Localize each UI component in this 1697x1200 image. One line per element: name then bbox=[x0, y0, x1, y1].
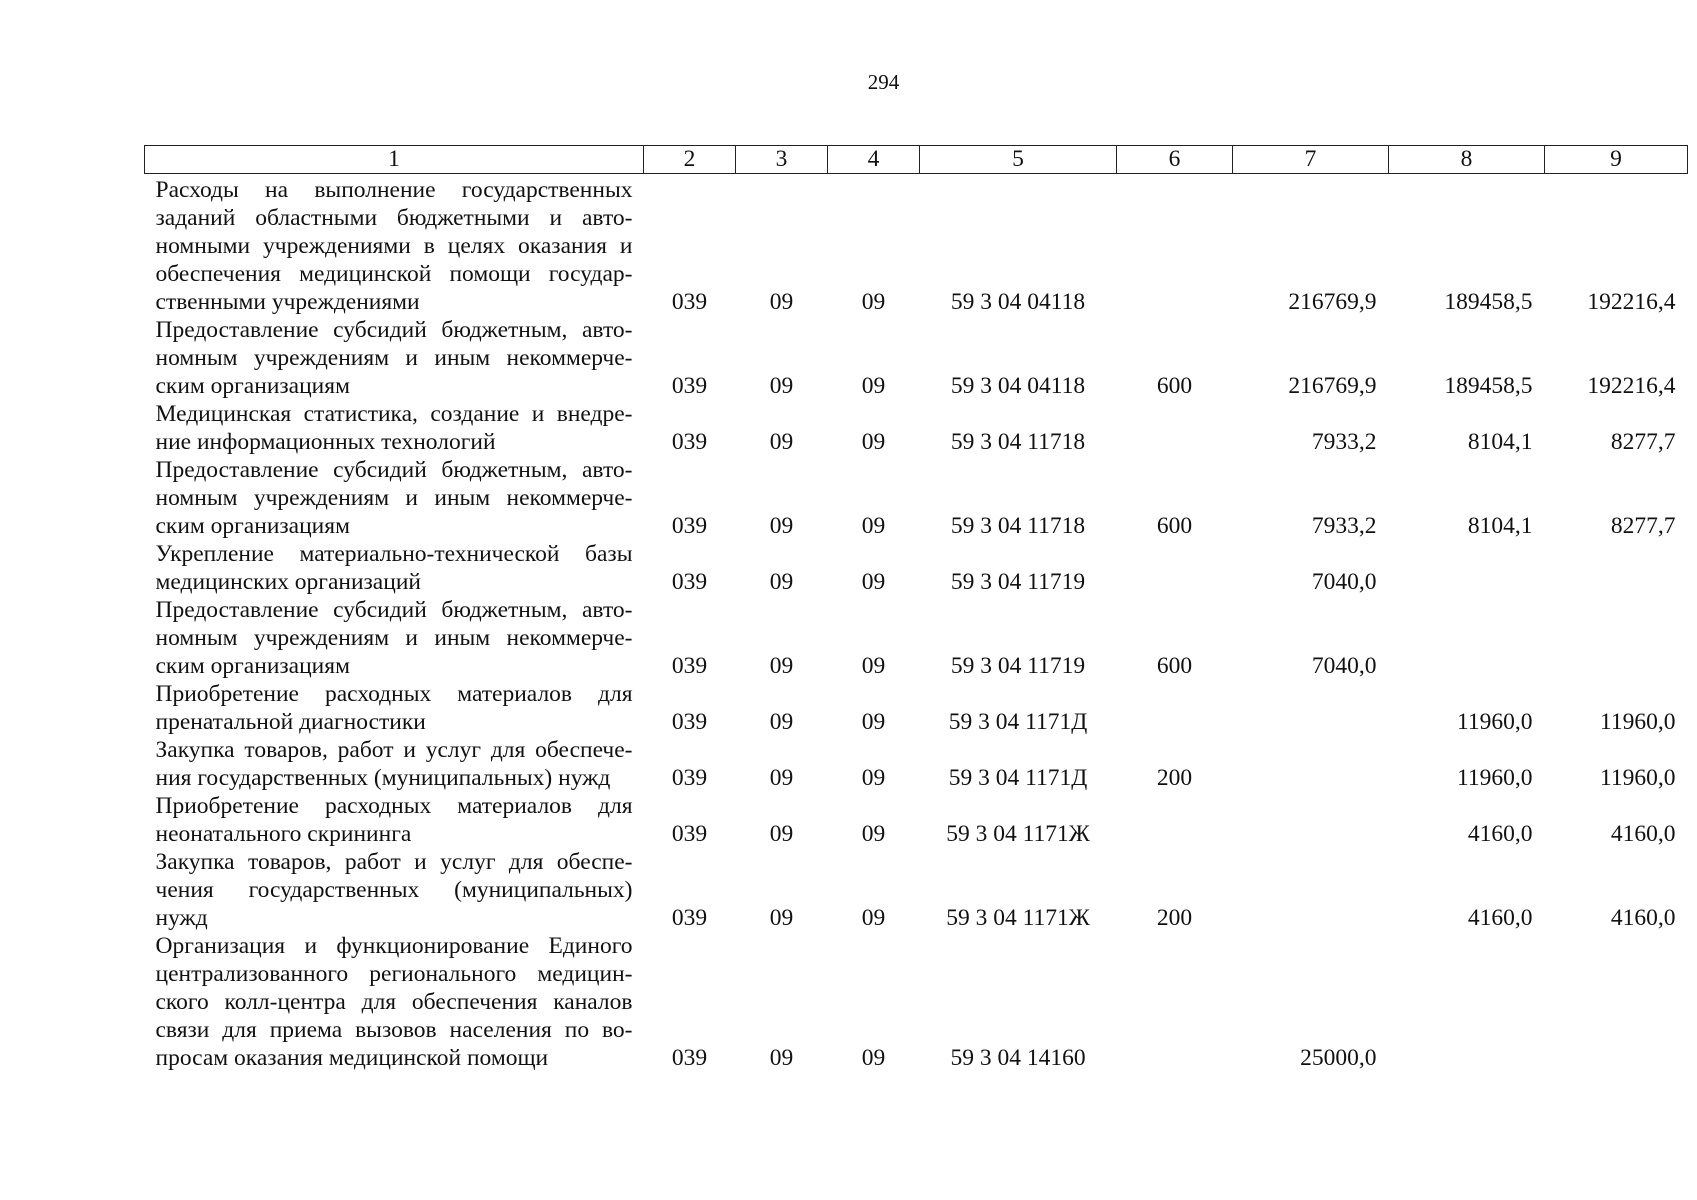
cell-col6: 200 bbox=[1156, 765, 1193, 791]
cell-col4: 09 bbox=[861, 821, 886, 847]
cell-col2: 039 bbox=[671, 429, 708, 455]
cell-col8: 4160,0 bbox=[1467, 905, 1533, 931]
row-description: Предоставление субсидий бюджетным, автономным учреждениям и иным некоммерческим организациям bbox=[155, 457, 633, 539]
cell-col6 bbox=[1117, 540, 1233, 596]
cell-col7: 216769,9 bbox=[1288, 289, 1377, 315]
cell-col9: 4160,0 bbox=[1610, 821, 1676, 847]
cell-col6: 600 bbox=[1156, 653, 1193, 679]
column-header: 1 bbox=[145, 146, 644, 174]
cell-col8: 189458,5 bbox=[1444, 289, 1533, 315]
cell-col3: 09 bbox=[769, 653, 794, 679]
cell-col9: 11960,0 bbox=[1599, 765, 1676, 791]
row-description: Укрепление материально-технической базы медицинских организаций bbox=[155, 541, 633, 595]
cell-col2: 039 bbox=[671, 653, 708, 679]
column-header: 3 bbox=[736, 146, 828, 174]
table-row bbox=[145, 848, 1688, 932]
row-description: Организация и функционирование Единого централизованного регионального медицинского колл-центра для обеспечения каналов связи для приема вызовов населения по вопросам оказания медицинской помощи bbox=[155, 933, 633, 1071]
cell-col7 bbox=[1233, 736, 1389, 792]
cell-col3: 09 bbox=[769, 289, 794, 315]
cell-col7: 7040,0 bbox=[1311, 569, 1377, 595]
cell-col6: 600 bbox=[1156, 513, 1193, 539]
cell-col7: 7933,2 bbox=[1311, 513, 1377, 539]
cell-col8: 4160,0 bbox=[1467, 821, 1533, 847]
cell-col4: 09 bbox=[861, 709, 886, 735]
column-header: 8 bbox=[1389, 146, 1545, 174]
cell-col5: 59 3 04 11719 bbox=[950, 653, 1086, 679]
cell-col9: 8277,7 bbox=[1610, 513, 1676, 539]
cell-col7 bbox=[1233, 792, 1389, 848]
cell-col2: 039 bbox=[671, 1045, 708, 1071]
cell-col5: 59 3 04 11719 bbox=[950, 569, 1086, 595]
cell-col4: 09 bbox=[861, 513, 886, 539]
cell-col4: 09 bbox=[861, 765, 886, 791]
cell-col4: 09 bbox=[861, 569, 886, 595]
cell-col3: 09 bbox=[769, 513, 794, 539]
cell-col5: 59 3 04 1171Д bbox=[948, 765, 1088, 791]
cell-col3: 09 bbox=[769, 905, 794, 931]
column-header: 4 bbox=[828, 146, 920, 174]
cell-col6: 200 bbox=[1156, 905, 1193, 931]
cell-col4: 09 bbox=[861, 429, 886, 455]
cell-col5: 59 3 04 14160 bbox=[950, 1045, 1086, 1071]
cell-col6 bbox=[1117, 174, 1233, 317]
cell-col6 bbox=[1117, 792, 1233, 848]
cell-col3: 09 bbox=[769, 373, 794, 399]
cell-col9 bbox=[1545, 596, 1688, 680]
budget-table bbox=[144, 145, 1688, 1072]
cell-col2: 039 bbox=[671, 905, 708, 931]
row-description: Приобретение расходных материалов для неонатального скрининга bbox=[155, 793, 633, 847]
cell-col9: 4160,0 bbox=[1610, 905, 1676, 931]
cell-col9 bbox=[1545, 932, 1688, 1072]
table-row bbox=[145, 736, 1688, 792]
column-header: 7 bbox=[1233, 146, 1389, 174]
cell-col6 bbox=[1117, 932, 1233, 1072]
cell-col5: 59 3 04 04118 bbox=[950, 373, 1086, 399]
row-description: Приобретение расходных материалов для пренатальной диагностики bbox=[155, 681, 633, 735]
cell-col5: 59 3 04 1171Ж bbox=[946, 905, 1090, 931]
row-description: Предоставление субсидий бюджетным, автономным учреждениям и иным некоммерческим организациям bbox=[155, 317, 633, 399]
row-description: Предоставление субсидий бюджетным, автономным учреждениям и иным некоммерческим организациям bbox=[155, 597, 633, 679]
cell-col5: 59 3 04 04118 bbox=[950, 289, 1086, 315]
cell-col4: 09 bbox=[861, 1045, 886, 1071]
cell-col9: 192216,4 bbox=[1587, 373, 1676, 399]
cell-col8: 189458,5 bbox=[1444, 373, 1533, 399]
cell-col2: 039 bbox=[671, 373, 708, 399]
cell-col2: 039 bbox=[671, 821, 708, 847]
cell-col7: 216769,9 bbox=[1288, 373, 1377, 399]
cell-col3: 09 bbox=[769, 821, 794, 847]
cell-col7: 25000,0 bbox=[1300, 1045, 1377, 1071]
cell-col6 bbox=[1117, 680, 1233, 736]
cell-col5: 59 3 04 11718 bbox=[950, 429, 1086, 455]
cell-col2: 039 bbox=[671, 765, 708, 791]
row-description: Расходы на выполнение государственных заданий областными бюджетными и автономными учреждениями в целях оказания и обеспечения медицинской помощи государственными учреждениями bbox=[155, 177, 633, 315]
cell-col7 bbox=[1233, 680, 1389, 736]
cell-col8 bbox=[1389, 540, 1545, 596]
cell-col8: 8104,1 bbox=[1467, 429, 1533, 455]
cell-col8: 11960,0 bbox=[1456, 709, 1533, 735]
cell-col7: 7040,0 bbox=[1311, 653, 1377, 679]
cell-col4: 09 bbox=[861, 373, 886, 399]
row-description: Закупка товаров, работ и услуг для обеспечения государственных (муниципальных) нужд bbox=[155, 737, 633, 791]
cell-col9: 11960,0 bbox=[1599, 709, 1676, 735]
table-row bbox=[145, 400, 1688, 456]
table-row bbox=[145, 596, 1688, 680]
cell-col3: 09 bbox=[769, 429, 794, 455]
table-row bbox=[145, 540, 1688, 596]
cell-col2: 039 bbox=[671, 709, 708, 735]
column-header: 2 bbox=[644, 146, 736, 174]
cell-col8 bbox=[1389, 596, 1545, 680]
cell-col9 bbox=[1545, 540, 1688, 596]
cell-col8 bbox=[1389, 932, 1545, 1072]
cell-col8: 11960,0 bbox=[1456, 765, 1533, 791]
column-header: 6 bbox=[1117, 146, 1233, 174]
cell-col2: 039 bbox=[671, 513, 708, 539]
cell-col5: 59 3 04 11718 bbox=[950, 513, 1086, 539]
table-row bbox=[145, 316, 1688, 400]
cell-col2: 039 bbox=[671, 289, 708, 315]
cell-col5: 59 3 04 1171Ж bbox=[946, 821, 1090, 847]
table-row bbox=[145, 932, 1688, 1072]
cell-col4: 09 bbox=[861, 653, 886, 679]
header-row bbox=[145, 146, 1688, 174]
cell-col9: 8277,7 bbox=[1610, 429, 1676, 455]
cell-col3: 09 bbox=[769, 1045, 794, 1071]
table-row bbox=[145, 456, 1688, 540]
column-header: 5 bbox=[920, 146, 1117, 174]
cell-col2: 039 bbox=[671, 569, 708, 595]
row-description: Медицинская статистика, создание и внедрение информационных технологий bbox=[155, 401, 633, 455]
table-row bbox=[145, 174, 1688, 317]
cell-col4: 09 bbox=[861, 905, 886, 931]
cell-col3: 09 bbox=[769, 765, 794, 791]
table-header bbox=[145, 146, 1688, 174]
cell-col9: 192216,4 bbox=[1587, 289, 1676, 315]
cell-col5: 59 3 04 1171Д bbox=[948, 709, 1088, 735]
cell-col7: 7933,2 bbox=[1311, 429, 1377, 455]
cell-col8: 8104,1 bbox=[1467, 513, 1533, 539]
cell-col3: 09 bbox=[769, 569, 794, 595]
cell-col6: 600 bbox=[1156, 373, 1193, 399]
table-row bbox=[145, 792, 1688, 848]
row-description: Закупка товаров, работ и услуг для обеспечения государственных (муниципальных) нужд bbox=[155, 849, 633, 931]
cell-col6 bbox=[1117, 400, 1233, 456]
column-header: 9 bbox=[1545, 146, 1688, 174]
cell-col3: 09 bbox=[769, 709, 794, 735]
cell-col7 bbox=[1233, 848, 1389, 932]
page-number: 294 bbox=[867, 70, 900, 94]
table-row bbox=[145, 680, 1688, 736]
cell-col4: 09 bbox=[861, 289, 886, 315]
